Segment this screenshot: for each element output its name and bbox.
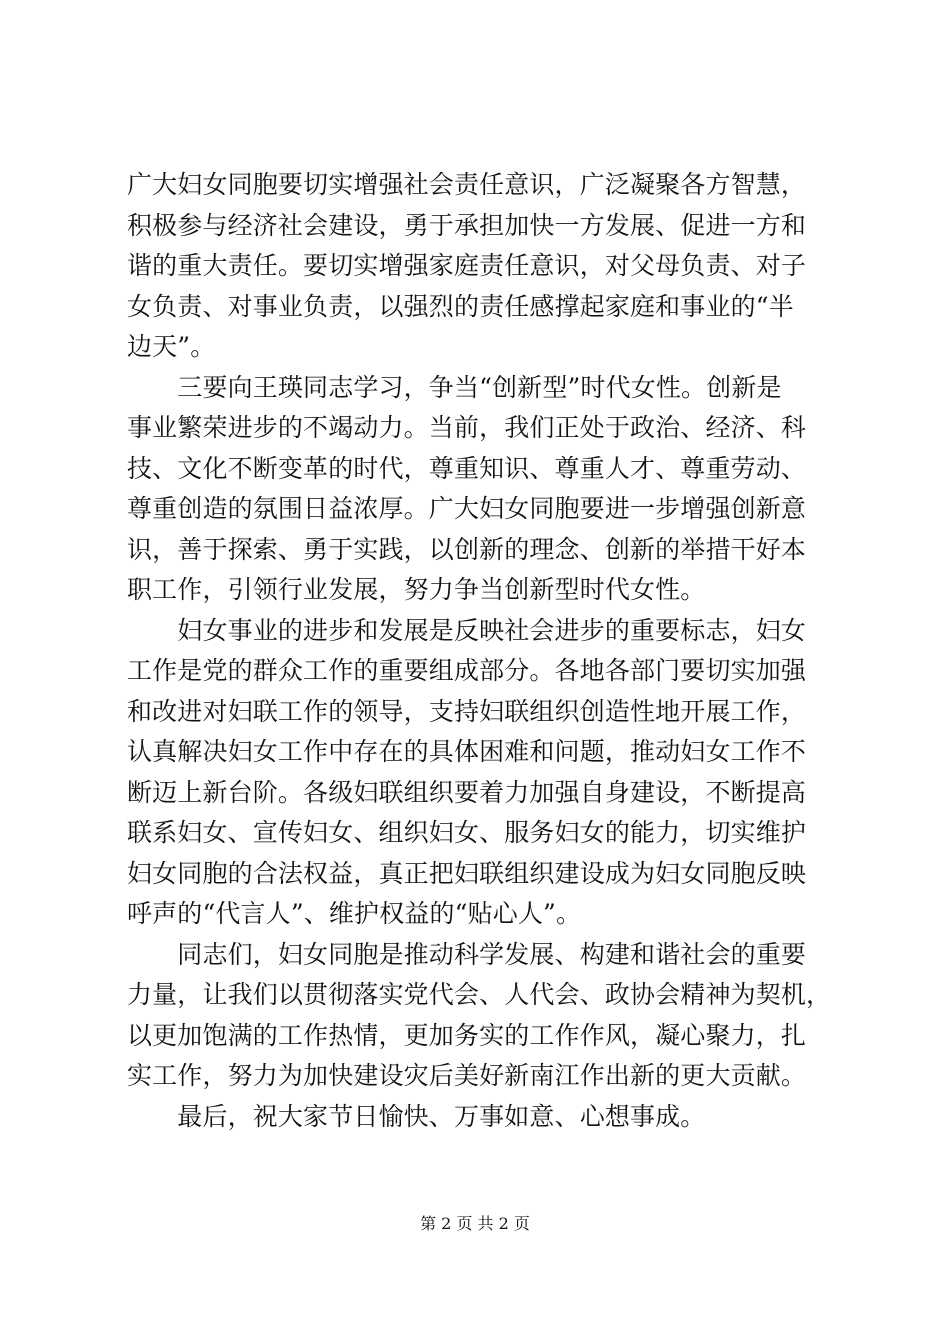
text-line: 边天”。 (127, 332, 216, 361)
text-line: 广大妇女同胞要切实增强社会责任意识，广泛凝聚各方智慧， (127, 170, 807, 199)
text-line: 妇女同胞的合法权益，真正把妇联组织建设成为妇女同胞反映 (127, 858, 807, 888)
text-line: 事业繁荣进步的不竭动力。当前，我们正处于政治、经济、科 (127, 413, 807, 442)
body-text (127, 165, 832, 1137)
text-line: 尊重创造的氛围日益浓厚。广大妇女同胞要进一步增强创新意 (127, 494, 807, 523)
text-line: 断迈上新台阶。各级妇联组织要着力加强自身建设，不断提高 (127, 777, 807, 807)
text-line: 力量，让我们以贯彻落实党代会、人代会、政协会精神为契机， (127, 980, 832, 1009)
text-line: 女负责、对事业负责，以强烈的责任感撑起家庭和事业的“半 (127, 291, 794, 321)
text-line: 最后，祝大家节日愉快、万事如意、心想事成。 (127, 1101, 706, 1131)
text-line: 实工作，努力为加快建设灾后美好新南江作出新的更大贡献。 (127, 1061, 807, 1090)
text-line: 联系妇女、宣传妇女、组织妇女、服务妇女的能力，切实维护 (127, 818, 807, 847)
text-line: 识，善于探索、勇于实践，以创新的理念、创新的举措干好本 (127, 534, 807, 564)
page-number-footer: 第 2 页 共 2 页 (420, 1214, 530, 1233)
text-line: 技、文化不断变革的时代，尊重知识、尊重人才、尊重劳动、 (127, 453, 807, 483)
text-line: 同志们，妇女同胞是推动科学发展、构建和谐社会的重要 (127, 939, 807, 969)
text-line: 和改进对妇联工作的领导，支持妇联组织创造性地开展工作， (127, 696, 807, 726)
text-line: 积极参与经济社会建设，勇于承担加快一方发展、促进一方和 (127, 210, 807, 240)
text-line: 三要向王瑛同志学习，争当“创新型”时代女性。创新是 (127, 372, 782, 402)
text-line: 呼声的“代言人”、维护权益的“贴心人”。 (127, 899, 582, 928)
text-line: 以更加饱满的工作热情，更加务实的工作作风，凝心聚力，扎 (127, 1020, 807, 1050)
text-line: 谐的重大责任。要切实增强家庭责任意识，对父母负责、对子 (127, 251, 807, 280)
text-line: 工作是党的群众工作的重要组成部分。各地各部门要切实加强 (127, 656, 807, 685)
text-line: 认真解决妇女工作中存在的具体困难和问题，推动妇女工作不 (127, 737, 807, 766)
text-line: 妇女事业的进步和发展是反映社会进步的重要标志，妇女 (127, 615, 807, 645)
text-line: 职工作，引领行业发展，努力争当创新型时代女性。 (127, 575, 706, 604)
